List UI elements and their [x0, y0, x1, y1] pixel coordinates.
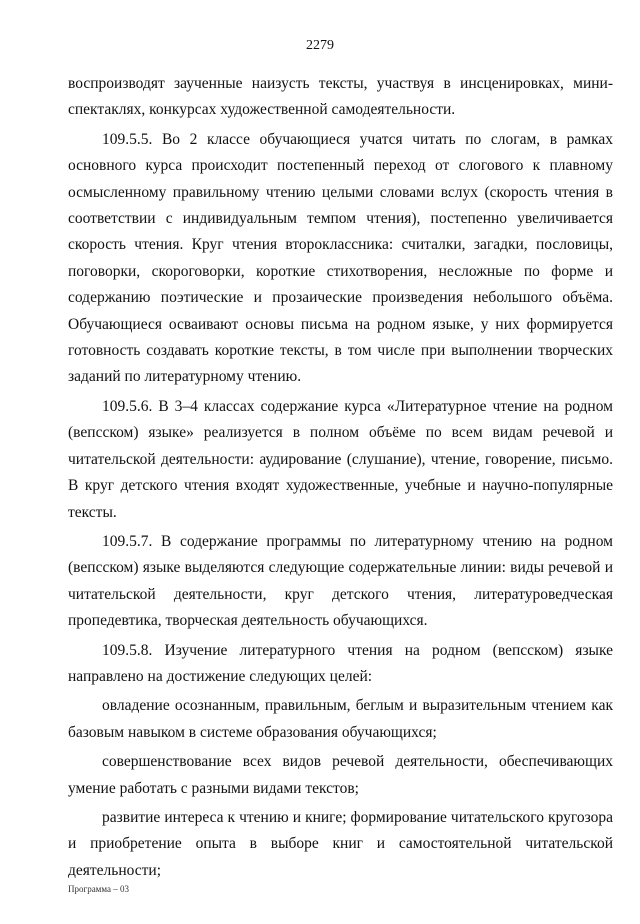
goal-item-speech-activity: совершенствование всех видов речевой деятельности, обеспечивающих умение работать с разными видами текстов;: [68, 753, 613, 797]
page-footer-label: Программа – 03: [68, 884, 130, 894]
document-body: [68, 71, 613, 884]
paragraph-109-5-7: 109.5.7. В содержание программы по литературному чтению на родном (вепсском) языке выделяются следующие содержательные линии: виды речевой и читательской деятельности, круг детского чтения, литературоведческая пропедевтика, творческая деятельность обучающихся.: [68, 532, 613, 630]
paragraph-109-5-8: 109.5.8. Изучение литературного чтения на родном (вепсском) языке направлено на достижение следующих целей:: [68, 641, 613, 685]
goal-item-reading-interest: развитие интереса к чтению и книге; формирование читательского кругозора и приобретение опыта в выборе книг и самостоятельной читательской деятельности;: [68, 808, 613, 879]
page-number: 2279: [306, 38, 334, 53]
goal-item-reading-skill: овладение осознанным, правильным, беглым и выразительным чтением как базовым навыком в системе образования обучающихся;: [68, 697, 613, 741]
paragraph-109-5-5: 109.5.5. Во 2 классе обучающиеся учатся читать по слогам, в рамках основного курса происходит постепенный переход от слогового к плавному осмысленному правильному чтению целыми словами вслух (скорость чтения в соответствии с индивидуальным темпом чтения), постепенно увеличивается скорость чтения. Круг чтения второклассника: считалки, загадки, пословицы, поговорки, скороговорки, короткие стихотворения, несложные по форме и содержанию поэтические и прозаические произведения небольшого объёма. Обучающиеся осваивают основы письма на родном языке, у них формируется готовность создавать короткие тексты, в том числе при выполнении творческих заданий по литературному чтению.: [68, 130, 613, 386]
paragraph-continuation: воспроизводят заученные наизусть тексты, участвуя в инсценировках, мини-спектаклях, конкурсах художественной самодеятельности.: [68, 75, 613, 119]
paragraph-109-5-6: 109.5.6. В 3–4 классах содержание курса «Литературное чтение на родном (вепсском) языке» реализуется в полном объёме по всем видам речевой и читательской деятельности: аудирование (слушание), чтение, говорение, письмо. В круг детского чтения входят художественные, учебные и научно-популярные тексты.: [68, 397, 613, 521]
